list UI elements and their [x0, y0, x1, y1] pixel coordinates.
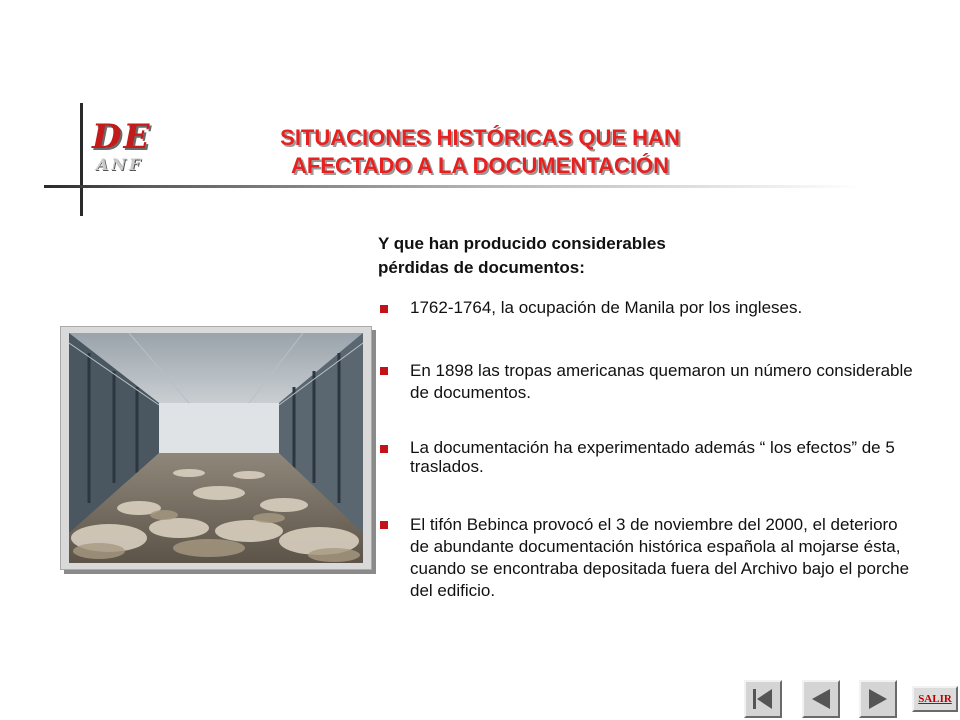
slide-title: [200, 124, 760, 180]
exit-link[interactable]: SALIR: [918, 693, 952, 705]
intro-text: [378, 232, 798, 280]
previous-slide-button[interactable]: [802, 680, 840, 718]
logo-top-text: DE: [92, 117, 152, 157]
corner-vertical-line: [80, 103, 83, 216]
header-horizontal-line: [44, 185, 864, 188]
logo-bottom-text: ANF: [96, 155, 144, 174]
exit-button[interactable]: [912, 686, 958, 712]
bullet-text: El tifón Bebinca provocó el 3 de noviembre del 2000, el deterioro de abundante documentación histórica española al mojarse ésta, cuando se encontraba depositada fuera del Archivo bajo el porche del edificio.: [410, 515, 910, 600]
bullet-square-icon: [380, 367, 388, 375]
bullet-text: La documentación ha experimentado además “ los efectos” de 5 traslados.: [410, 438, 895, 476]
bullet-text: En 1898 las tropas americanas quemaron un número considerable de documentos.: [410, 361, 913, 402]
next-slide-button[interactable]: [859, 680, 897, 718]
skip-first-icon: [750, 686, 776, 712]
bullet-item: [380, 514, 920, 602]
bullet-square-icon: [380, 521, 388, 529]
archive-photo: [60, 326, 372, 570]
bullet-item: [380, 298, 920, 317]
next-icon: [865, 686, 891, 712]
bullet-item: [380, 438, 920, 476]
intro-line-2: pérdidas de documentos:: [378, 258, 585, 277]
bullet-item: [380, 360, 920, 404]
archive-damaged-documents-image: [69, 333, 363, 563]
intro-line-1: Y que han producido considerables: [378, 234, 666, 253]
bullet-text: 1762-1764, la ocupación de Manila por los ingleses.: [410, 298, 803, 317]
first-slide-button[interactable]: [744, 680, 782, 718]
archive-logo: [92, 117, 152, 182]
previous-icon: [808, 686, 834, 712]
title-line-2: AFECTADO A LA DOCUMENTACIÓN: [290, 153, 670, 178]
title-line-1: SITUACIONES HISTÓRICAS QUE HAN: [280, 125, 680, 150]
bullet-square-icon: [380, 305, 388, 313]
bullet-square-icon: [380, 445, 388, 453]
